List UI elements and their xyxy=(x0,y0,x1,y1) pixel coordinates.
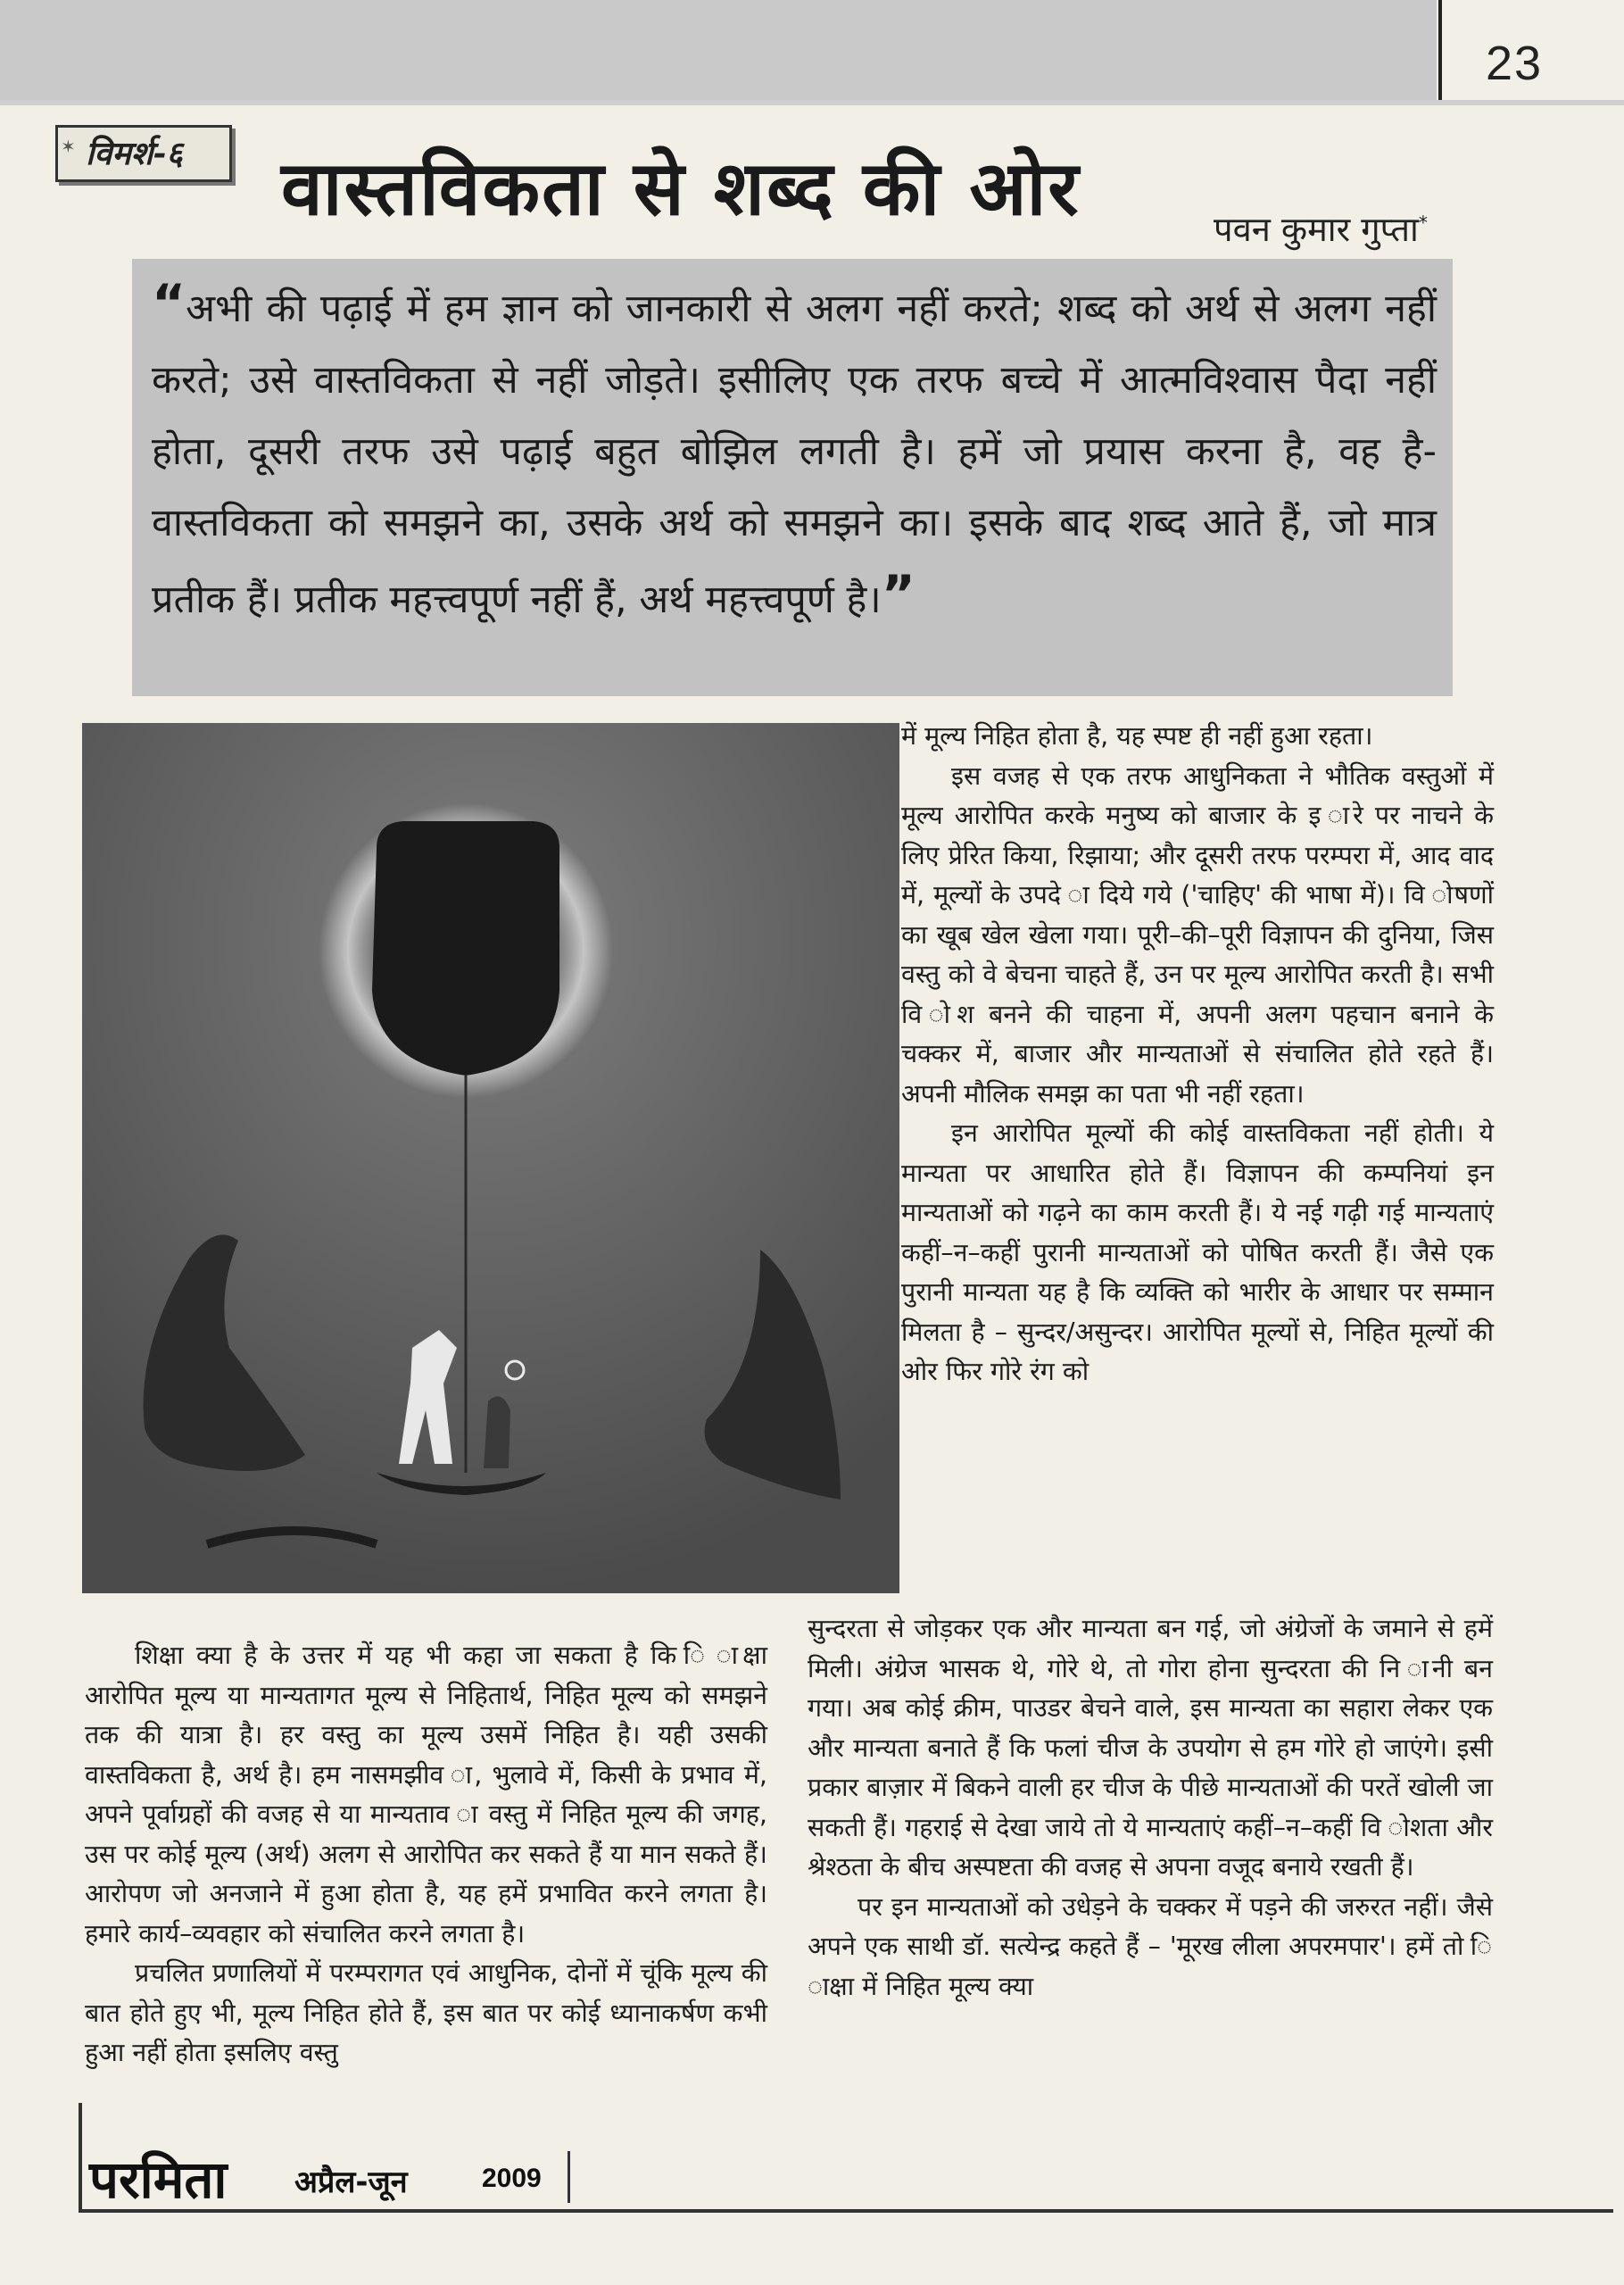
series-tag-mark: ✶ xyxy=(61,136,76,157)
paragraph: पर इन मान्यताओं को उधेड़ने के चक्कर में पड़ने की जरुरत नहीं। जैसे अपने एक साथी डॉ. सत्येन्द्र कहते हैं – 'मूरख लीला अपरमपार'। हमें तो ि ाक्षा में निहित मूल्य क्या xyxy=(808,1891,1493,2001)
pull-quote xyxy=(152,268,1437,636)
paragraph: प्रचलित प्रणालियों में परम्परागत एवं आधुनिक, दोनों में चूंकि मूल्य की बात होते हुए भी, मूल्य निहित होते हैं, इस बात पर कोई ध्यानाकर्षण कभी हुआ नहीं होता इसलिए वस्तु xyxy=(85,1958,767,2067)
quote-open-mark: “ xyxy=(152,273,186,334)
paragraph: सुन्दरता से जोड़कर एक और मान्यता बन गई, जो अंग्रेजों के जमाने से हमें मिली। अंग्रेज भासक थे, गोरे थे, तो गोरा होना सुन्दरता की नि ानी बन गया। अब कोई क्रीम, पाउडर बेचने वाले, इस मान्यता का सहारा लेकर एक और मान्यता बनाते हैं कि फलां चीज के उपयोग से हम गोरे हो जाएंगे। इसी प्रकार बाज़ार में बिकने वाली हर चीज के पीछे मान्यताओं की परतें खोली जा सकती हैं। गहराई से देखा जाये तो ये मान्यताएं कहीं–न–कहीं वि ोशता और श्रेश्ठता के बीच अस्पष्टता की वजह से अपना वजूद बनाये रखती हैं। xyxy=(808,1614,1493,1882)
author-name xyxy=(1214,205,1428,252)
footer-vertical-rule xyxy=(79,2103,82,2210)
painting-illustration xyxy=(82,723,899,1593)
paragraph: इन आरोपित मूल्यों की कोई वास्तविकता नहीं होती। ये मान्यता पर आधारित होते हैं। विज्ञापन की कम्पनियां इन मान्यताओं को गढ़ने का काम करती हैं। ये नई गढ़ी गई मान्यताएं कहीं–न–कहीं पुरानी मान्यताओं को पोषित करती हैं। जैसे एक पुरानी मान्यता यह है कि व्यक्ति को भारीर के आधार पर सम्मान मिलता है – सुन्दर/असुन्दर। आरोपित मूल्यों से, निहित मूल्यों की ओर फिर गोरे रंग को xyxy=(901,1118,1494,1386)
paragraph: शिक्षा क्या है के उत्तर में यह भी कहा जा सकता है कि ि ाक्षा आरोपित मूल्य या मान्यतागत मूल्य से निहितार्थ, निहित मूल्य को समझने तक की यात्रा है। हर वस्तु का मूल्य उसमें निहित है। यही उसकी वास्तविकता है, अर्थ है। हम नासमझीव ा, भुलावे में, किसी के प्रभाव में, अपने पूर्वाग्रहों की वजह से या मान्यताव ा वस्तु में निहित मूल्य की जगह, उस पर कोई मूल्य (अर्थ) अलग से आरोपित कर सकते हैं या मान सकते हैं। आरोपण जो अनजाने में हुआ होता है, यह हमें प्रभावित करने लगता है। हमारे कार्य–व्यवहार को संचालित करने लगता है। xyxy=(85,1641,767,1948)
header-rule xyxy=(0,100,1624,105)
body-column-right-top xyxy=(901,717,1494,1392)
author-footnote-mark: * xyxy=(1418,212,1428,234)
magazine-name: परमिता xyxy=(89,2149,228,2210)
body-column-left-bottom xyxy=(85,1636,767,2073)
article-title: वास्तविकता से शब्द की ओर xyxy=(281,145,1081,232)
issue-months: अप्रैल-जून xyxy=(294,2165,408,2200)
series-label: विमर्श-६ xyxy=(86,135,184,172)
paragraph: इस वजह से एक तरफ आधुनिकता ने भौतिक वस्तुओं में मूल्य आरोपित करके मनुष्य को बाजार के इ ारे पर नाचने के लिए प्रेरित किया, रिझाया; और दूसरी तरफ परम्परा में, आद वाद में, मूल्यों के उपदे ा दिये गये ('चाहिए' की भाषा में)। वि ोषणों का खूब खेल खेला गया। पूरी–की–पूरी विज्ञापन की दुनिया, जिस वस्तु को वे बेचना चाहते हैं, उन पर मूल्य आरोपित करती है। सभी वि ोश बनने की चाहना में, अपनी अलग पहचान बनाने के चक्कर में, बाजार और मान्यताओं से संचालित होते रहते हैं। अपनी मौलिक समझ का पता भी नहीं रहता। xyxy=(901,760,1494,1109)
paragraph: में मूल्य निहित होता है, यह स्पष्ट ही नहीं हुआ रहता। xyxy=(901,721,1373,751)
footer-separator xyxy=(568,2151,570,2203)
footer-rule xyxy=(79,2209,1613,2213)
issue-year: 2009 xyxy=(482,2164,542,2193)
page-number: 23 xyxy=(1486,37,1544,90)
quote-close-mark: ” xyxy=(881,564,916,625)
body-column-right-bottom xyxy=(808,1609,1493,2007)
pull-quote-text: अभी की पढ़ाई में हम ज्ञान को जानकारी से अलग नहीं करते; शब्द को अर्थ से अलग नहीं करते; उसे वास्तविकता से नहीं जोड़ते। इसीलिए एक तरफ बच्चे में आत्मविश्वास पैदा नहीं होता, दूसरी तरफ उसे पढ़ाई बहुत बोझिल लगती है। हमें जो प्रयास करना है, वह है- वास्तविकता को समझने का, उसके अर्थ को समझने का। इसके बाद शब्द आते हैं, जो मात्र प्रतीक हैं। प्रतीक महत्त्वपूर्ण नहीं हैं, अर्थ महत्त्वपूर्ण है। xyxy=(152,287,1437,622)
header-band xyxy=(0,0,1437,100)
author-text: पवन कुमार गुप्ता xyxy=(1214,210,1419,249)
faceless-head xyxy=(372,821,559,1076)
